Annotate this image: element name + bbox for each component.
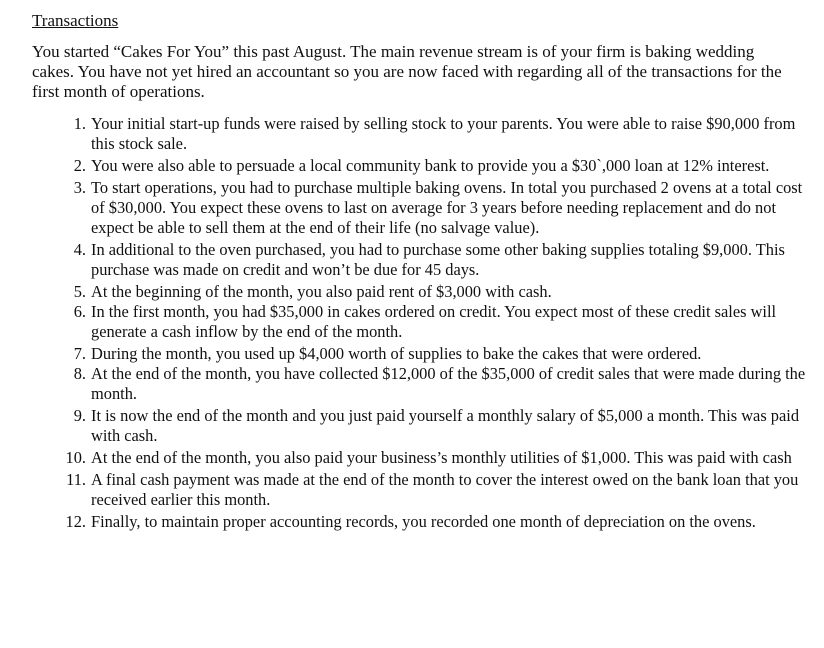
list-item — [32, 512, 809, 532]
list-item-text: At the end of the month, you also paid your business’s monthly utilities of $1,000. This was paid with cash — [91, 448, 792, 467]
list-item-number: 9. — [73, 406, 86, 425]
transactions-list — [32, 114, 804, 532]
list-item-text: It is now the end of the month and you just paid yourself a monthly salary of $5,000 a month. This was paid with cash. — [91, 406, 800, 445]
list-item-text: In the first month, you had $35,000 in cakes ordered on credit. You expect most of these credit sales will generate a cash inflow by the end of the month. — [91, 302, 777, 341]
list-item — [32, 156, 809, 176]
list-item — [32, 448, 809, 468]
list-item-text: During the month, you used up $4,000 worth of supplies to bake the cakes that were ordered. — [91, 344, 702, 363]
list-item — [32, 470, 809, 510]
list-item-number: 11. — [66, 470, 86, 489]
list-item-text: In additional to the oven purchased, you had to purchase some other baking supplies totaling $9,000. This purchase was made on credit and won’t be due for 45 days. — [91, 240, 785, 279]
list-item-number: 12. — [65, 512, 86, 531]
list-item — [32, 406, 809, 446]
list-item — [32, 364, 809, 404]
list-item-number: 7. — [73, 344, 86, 363]
list-item-number: 4. — [73, 240, 86, 259]
list-item — [32, 344, 809, 364]
list-item-text: At the end of the month, you have collected $12,000 of the $35,000 of credit sales that were made during the month. — [91, 364, 806, 403]
list-item-text: A final cash payment was made at the end of the month to cover the interest owed on the bank loan that you received earlier this month. — [91, 470, 799, 509]
list-item-number: 10. — [65, 448, 86, 467]
list-item-text: At the beginning of the month, you also paid rent of $3,000 with cash. — [91, 282, 552, 301]
list-item-text: Your initial start-up funds were raised by selling stock to your parents. You were able to raise $90,000 from this stock sale. — [91, 114, 796, 153]
list-item-number: 6. — [73, 302, 86, 321]
list-item-number: 3. — [73, 178, 86, 197]
list-item-text: You were also able to persuade a local community bank to provide you a $30`,000 loan at 12% interest. — [91, 156, 770, 175]
list-item — [32, 240, 809, 280]
list-item-text: Finally, to maintain proper accounting records, you recorded one month of depreciation on the ovens. — [91, 512, 756, 531]
list-item — [32, 114, 809, 154]
list-item-text: To start operations, you had to purchase multiple baking ovens. In total you purchased 2 ovens at a total cost of $30,000. You expect these ovens to last on average for 3 years before needing replacement and do not expect be able to sell them at the end of their life (no salvage value). — [91, 178, 803, 237]
document-heading: Transactions — [32, 11, 119, 30]
list-item — [32, 282, 809, 302]
list-item-number: 1. — [73, 114, 86, 133]
list-item — [32, 302, 809, 342]
list-item-number: 8. — [73, 364, 86, 383]
intro-paragraph: You started “Cakes For You” this past August. The main revenue stream is of your firm is baking wedding cakes. You have not yet hired an accountant so you are now faced with regarding all of the transactions for the first month of operations. — [32, 42, 782, 101]
list-item-number: 2. — [73, 156, 86, 175]
list-item — [32, 178, 809, 238]
list-item-number: 5. — [73, 282, 86, 301]
